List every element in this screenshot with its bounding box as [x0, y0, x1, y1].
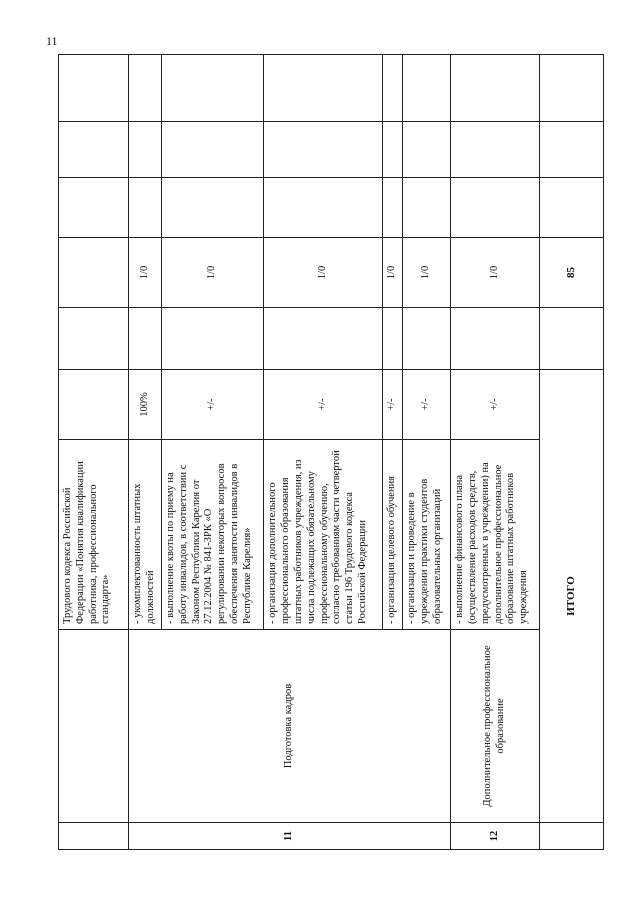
criterion-value: +/- [451, 370, 539, 440]
criterion-points: 1/0 [382, 238, 402, 308]
row-number: 11 [129, 823, 451, 850]
criterion-value: +/- [382, 370, 402, 440]
criterion-value: 100% [129, 370, 162, 440]
table-row-total [539, 55, 603, 850]
criterion-value [59, 370, 129, 440]
row-title [59, 630, 129, 823]
criterion-points: 1/0 [162, 238, 264, 308]
criterion-value: +/- [264, 370, 383, 440]
criterion-text: Трудового кодекса Российской Федерации «Понятия квалификации работника, профессионального стандарта» [59, 440, 129, 630]
total-label: ИТОГО [539, 370, 603, 823]
row-title: Дополнительное профессиональное образование [451, 630, 539, 823]
page-number: 11 [46, 34, 58, 48]
row-number: 12 [451, 823, 539, 850]
criterion-value: +/- [162, 370, 264, 440]
table-row [59, 55, 129, 850]
criterion-text: - организация дополнительного профессионального образования штатных работников учреждения, из числа подлежащих обязательному профессиональному обучению, согласно требованиям части четвертой статьи 196 Трудового кодекса Российской Федерации [264, 440, 383, 630]
total-points: 85 [539, 238, 603, 308]
table-row [129, 55, 162, 850]
row-number [59, 823, 129, 850]
table-row [451, 55, 539, 850]
rotated-page-content [58, 55, 604, 850]
criterion-points: 1/0 [129, 238, 162, 308]
criterion-points [59, 238, 129, 308]
criterion-points: 1/0 [451, 238, 539, 308]
criterion-value: +/- [403, 370, 451, 440]
criterion-text: - выполнение квоты по приему на работу инвалидов, в соответствии с Законом Республики Карелия от 27.12.2004 № 841-ЗРК «О регулировании некоторых вопросов обеспечения занятости инвалидов в Республике Карелия» [162, 440, 264, 630]
criterion-points: 1/0 [403, 238, 451, 308]
criterion-text: - выполнение финансового плана (осуществление расходов средств, предусмотренных в учреждении) на дополнительное профессиональное образование штатных работников учреждения [451, 440, 539, 630]
row-title: Подготовка кадров [129, 630, 451, 823]
criterion-text: - организация и проведение в учреждении практики студентов образовательных организаций [403, 440, 451, 630]
criterion-text: - укомплектованность штатных должностей [129, 440, 162, 630]
criteria-table [58, 54, 604, 850]
criterion-text: - организация целевого обучения [382, 440, 402, 630]
criterion-points: 1/0 [264, 238, 383, 308]
